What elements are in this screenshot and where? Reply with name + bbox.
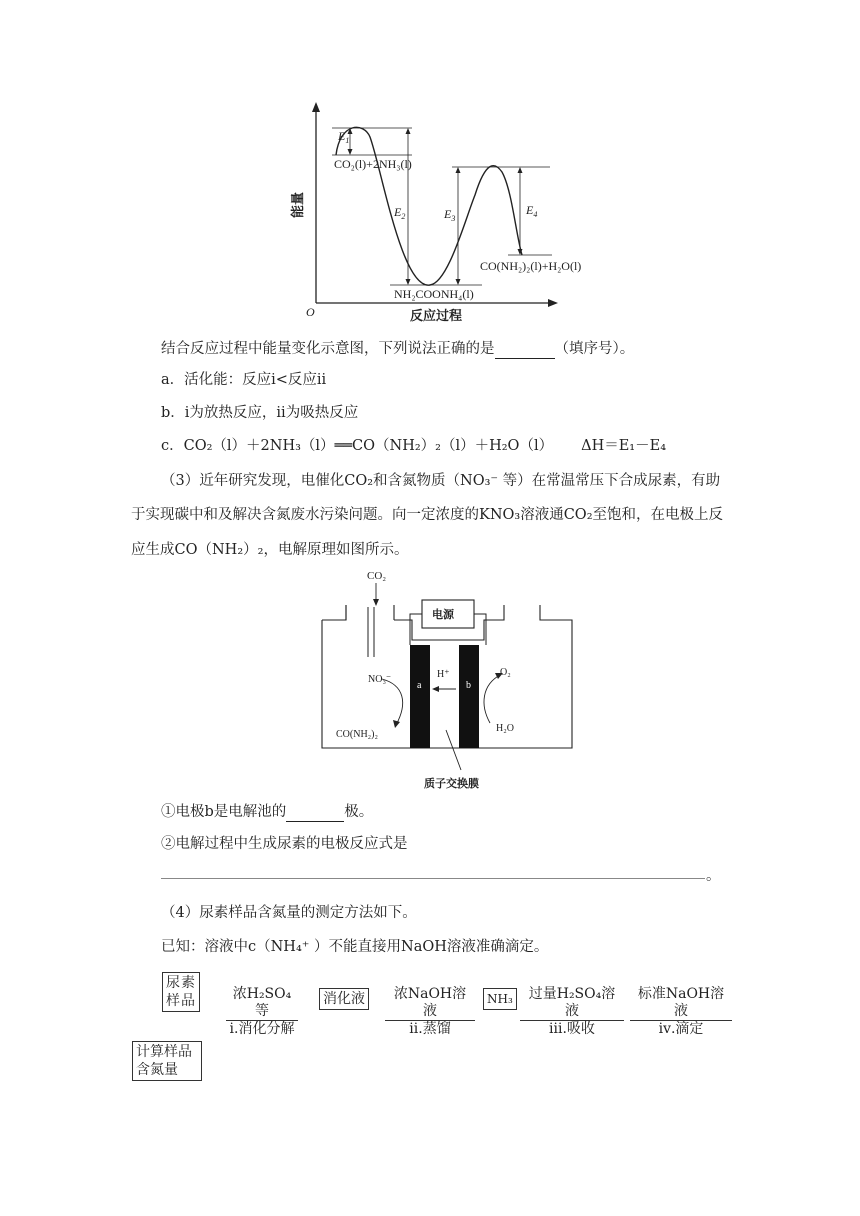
reactants-label: CO₂(l)+2NH₃(l) <box>334 157 412 171</box>
e4-label: $E_4$ <box>526 203 538 219</box>
x-axis-label: 反应过程 <box>410 308 463 323</box>
energy-diagram <box>290 100 582 325</box>
question4-title: （4）尿素样品含氮量的测定方法如下。 <box>161 905 417 921</box>
option-a: a．活化能：反应ⅰ<反应ⅱ <box>161 372 327 388</box>
option-b: b．ⅰ为放热反应，ⅱ为吸热反应 <box>161 405 359 421</box>
co2-label: CO₂ <box>367 570 387 582</box>
electrode-b <box>459 645 479 748</box>
flow-step-3: 过量H₂SO₄溶液 ⅲ.吸收 <box>520 986 624 1038</box>
intermediate-label: NH₂COONH₄(l) <box>394 287 474 301</box>
question2-stem: 结合反应过程中能量变化示意图，下列说法正确的是 （填序号）。 <box>161 338 634 359</box>
question3-line2: 于实现碳中和及解决含氮废水污染问题。向一定浓度的KNO₃溶液通CO₂至饱和，在电极上反 <box>131 507 724 523</box>
question3-line3: 应生成CO（NH₂）₂，电解原理如图所示。 <box>131 542 409 558</box>
flow-box-urea-sample: 尿素样品 <box>162 972 200 1012</box>
electrode-a <box>410 645 430 748</box>
e2-label: $E_2$ <box>394 205 406 221</box>
power-label: 电源 <box>432 609 454 621</box>
no3-label: NO₃⁻ <box>368 674 392 685</box>
answer-blank[interactable] <box>495 338 555 359</box>
svg-text:b: b <box>466 680 471 691</box>
membrane-label: 质子交换膜 <box>424 778 479 790</box>
proton-label: H⁺ <box>437 669 450 680</box>
h2o-label: H₂O <box>496 723 514 734</box>
e1-label: $E_1$ <box>338 129 350 145</box>
svg-text:a: a <box>417 680 422 691</box>
products-label: CO(NH₂)₂(l)+H₂O(l) <box>480 259 582 273</box>
e3-label: $E_3$ <box>444 207 456 223</box>
sub-question-1: ①电极b是电解池的 极。 <box>161 801 373 822</box>
flow-box-digest: 消化液 <box>319 988 369 1010</box>
equation-period: 。 <box>706 868 721 884</box>
y-axis-arrow <box>312 102 320 112</box>
o2-label: O₂ <box>500 667 511 678</box>
flow-box-nh3: NH₃ <box>483 988 517 1010</box>
flow-step-2: 浓NaOH溶液 ⅱ.蒸馏 <box>385 986 475 1038</box>
question4-known: 已知：溶液中c（NH₄⁺ ）不能直接用NaOH溶液准确滴定。 <box>161 939 549 955</box>
flow-box-calc: 计算样品含氮量 <box>132 1041 202 1081</box>
x-axis-arrow <box>548 299 558 307</box>
origin-label: O <box>306 305 315 319</box>
urea-label: CO(NH₂)₂ <box>336 729 378 740</box>
y-axis-label: 能量 <box>290 191 305 218</box>
electrode-equation-blank[interactable] <box>161 878 705 879</box>
electrolysis-diagram <box>318 565 576 790</box>
question3-line1: （3）近年研究发现，电催化CO₂和含氮物质（NO₃⁻ 等）在常温常压下合成尿素，有助 <box>161 473 721 489</box>
sub-question-2: ②电解过程中生成尿素的电极反应式是 <box>161 836 408 852</box>
option-c: c．CO₂（l）＋2NH₃（l）══CO（NH₂）₂（l）＋H₂O（l） ΔH＝E₁－E₄ <box>161 438 667 454</box>
flow-step-4: 标准NaOH溶液 ⅳ.滴定 <box>630 986 732 1038</box>
flow-step-1: 浓H₂SO₄等 ⅰ.消化分解 <box>226 986 298 1038</box>
electrode-type-blank[interactable] <box>286 801 344 822</box>
